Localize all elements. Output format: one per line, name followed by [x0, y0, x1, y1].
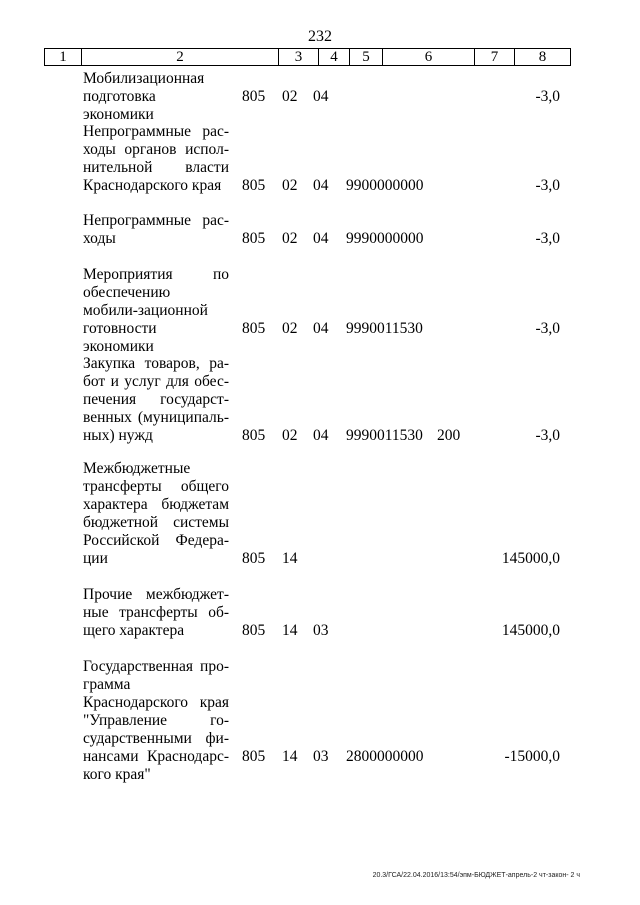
row-col6: 9990011530: [346, 320, 423, 337]
column-header-3: 3: [278, 49, 318, 65]
row-col6: 9990000000: [346, 230, 424, 247]
row-col4: 14: [282, 748, 298, 765]
row-col8: -3,0: [535, 427, 560, 444]
row-name: Непрограммные рас-ходы органов испол-нительной власти Краснодарского края: [83, 123, 229, 194]
row-col5: 04: [313, 88, 329, 105]
row-col8: -3,0: [535, 230, 560, 247]
row-col5: 03: [313, 748, 329, 765]
row-col3: 805: [242, 748, 266, 765]
row-col3: 805: [242, 320, 266, 337]
row-col4: 02: [282, 177, 298, 194]
row-col4: 02: [282, 427, 298, 444]
row-col5: 04: [313, 230, 329, 247]
row-name: Закупка товаров, ра-бот и услуг для обес-печения государст-венных (муниципаль-ных) нужд: [83, 355, 229, 444]
row-name: Межбюджетные трансферты общего характера бюджетам бюджетной системы Российской Федера-ции: [83, 460, 229, 567]
column-header-8: 8: [514, 49, 570, 65]
column-header-4: 4: [318, 49, 349, 65]
column-header-1: 1: [59, 49, 67, 65]
row-col8: 145000,0: [501, 622, 560, 639]
row-col7: 200: [437, 427, 461, 444]
row-col4: 14: [282, 622, 298, 639]
row-col4: 02: [282, 88, 298, 105]
row-col3: 805: [242, 88, 266, 105]
document-footer: 20.3/ГСА/22.04.2016/13:54/эпм-БЮДЖЕТ-апрель-2 чт-закон- 2 ч: [372, 872, 580, 879]
row-col3: 805: [242, 427, 266, 444]
column-header-6: 6: [382, 49, 474, 65]
row-col3: 805: [242, 230, 266, 247]
column-header-5: 5: [349, 49, 382, 65]
row-col3: 805: [242, 550, 266, 567]
row-col8: 145000,0: [501, 550, 560, 567]
row-col3: 805: [242, 622, 266, 639]
column-header-2: 2: [81, 49, 278, 65]
row-col8: -3,0: [535, 88, 560, 105]
row-col8: -3,0: [535, 177, 560, 194]
row-col6: 9990011530: [346, 427, 423, 444]
row-col5: 03: [313, 622, 329, 639]
row-col3: 805: [242, 177, 266, 194]
row-col5: 04: [313, 427, 329, 444]
row-name: Непрограммные рас-ходы: [83, 212, 229, 247]
row-col8: -15000,0: [504, 748, 560, 765]
table-header: [44, 48, 571, 66]
page-number: 232: [308, 28, 332, 45]
row-col5: 04: [313, 177, 329, 194]
row-name: Государственная про-грамма Краснодарского края "Управление го-сударственными фи-нансами Краснодарс-кого края": [83, 658, 229, 783]
row-col6: 2800000000: [346, 748, 424, 765]
column-header-7: 7: [474, 49, 514, 65]
row-name: Мобилизационная подготовка экономики: [83, 70, 205, 123]
row-col4: 14: [282, 550, 298, 567]
row-name: Прочие межбюджет-ные трансферты об-щего характера: [83, 586, 229, 639]
row-col6: 9900000000: [346, 177, 424, 194]
row-col4: 02: [282, 230, 298, 247]
row-col5: 04: [313, 320, 329, 337]
row-col8: -3,0: [535, 320, 560, 337]
row-name: Мероприятия по обеспечению мобили-зационной готовности экономики: [83, 266, 229, 355]
row-col4: 02: [282, 320, 298, 337]
